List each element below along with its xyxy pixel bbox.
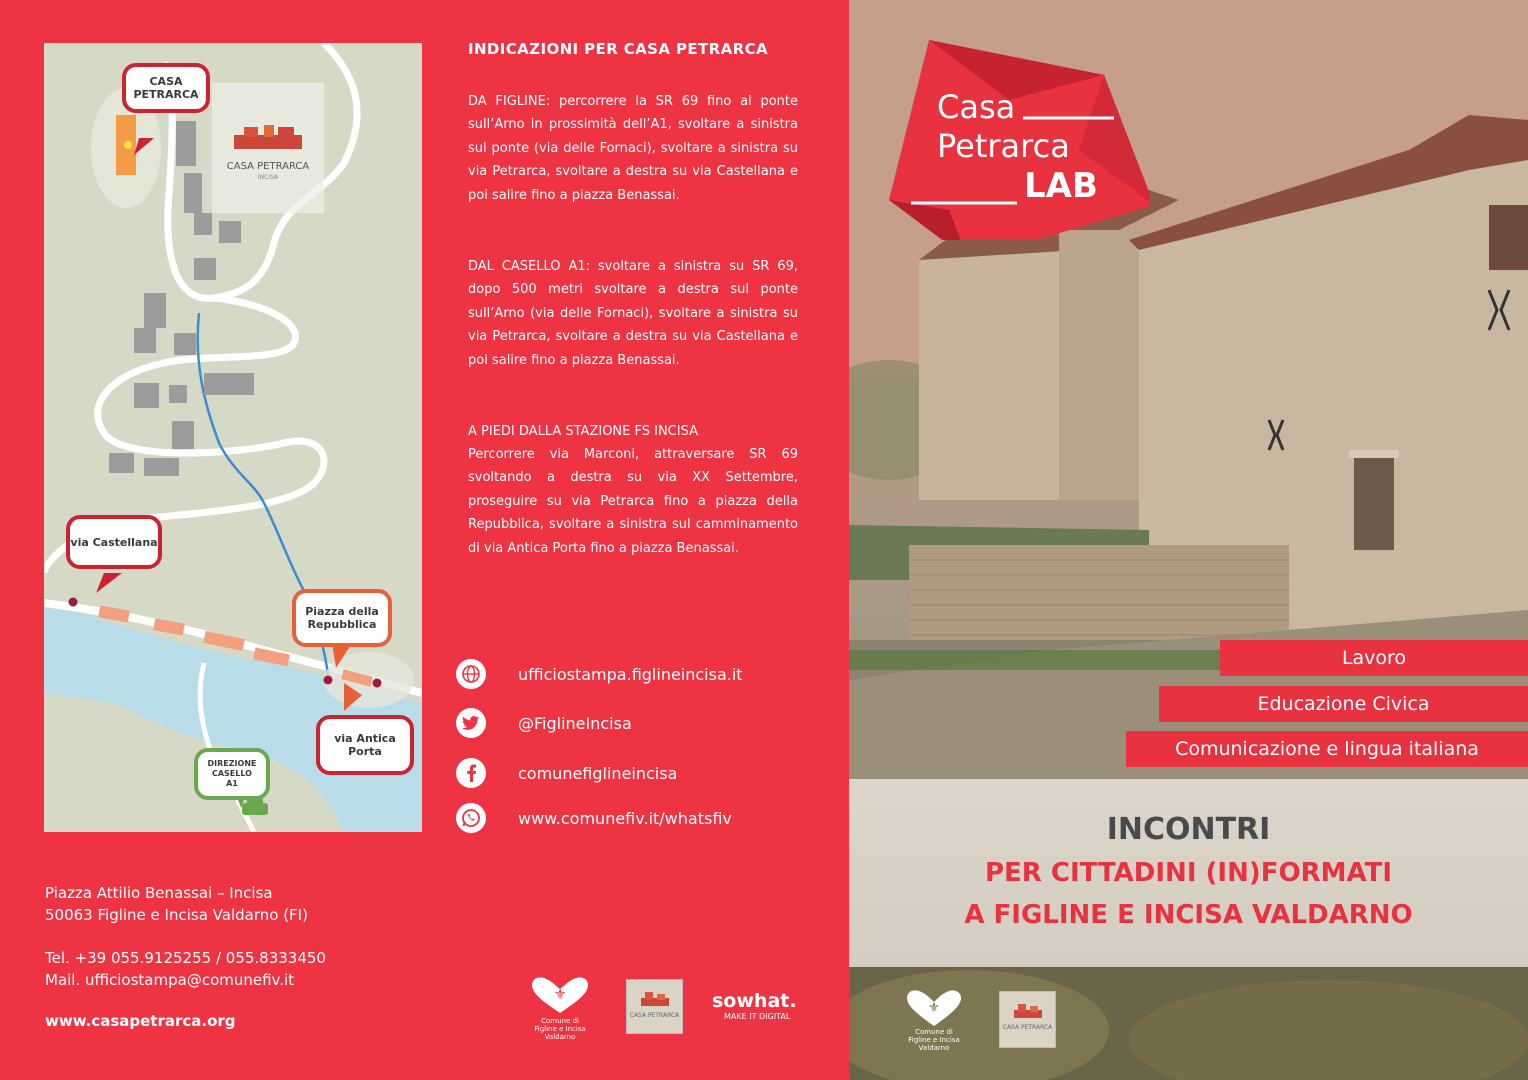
- pin-casa-petrarca: CASA PETRARCA: [122, 63, 210, 113]
- heart-crest-icon: [522, 975, 598, 1015]
- facebook-icon: [456, 758, 486, 788]
- address-line1: Piazza Attilio Benassai – Incisa: [45, 884, 273, 902]
- pin-piazza-repubblica: Piazza della Repubblica: [292, 589, 392, 647]
- sowhat-logo-sub: MAKE IT DIGITAL: [724, 1012, 791, 1021]
- contact-facebook-text[interactable]: comunefiglineincisa: [518, 763, 678, 783]
- lab-logo-petrarca: Petrarca: [937, 127, 1070, 165]
- address-mail[interactable]: Mail. ufficiostampa@comunefiv.it: [45, 971, 295, 989]
- casa-petrarca-mini-icon: [627, 980, 682, 1010]
- contact-website-text[interactable]: ufficiostampa.figlineincisa.it: [518, 664, 743, 684]
- directions-on-foot: Percorrere via Marconi, attraversare SR 69 svoltando a destra su via XX Settembre, proseguire su via Petrarca fino a piazza della Repubblica, svoltare a sinistra sul camminamento di via Antica Porta fino a piazza Benassai.: [468, 447, 798, 556]
- map-logo-text: CASA PETRARCA: [226, 161, 310, 172]
- topic-educazione-civica: Educazione Civica: [1159, 686, 1528, 722]
- event-subtitle-2: A FIGLINE E INCISA VALDARNO: [964, 900, 1413, 930]
- address-tel: Tel. +39 055.9125255 / 055.8333450: [45, 949, 326, 967]
- contact-whatsapp-text[interactable]: www.comunefiv.it/whatsfiv: [518, 808, 732, 828]
- svg-text:⚜: ⚜: [553, 987, 567, 1003]
- comune-logo-cover: [899, 988, 969, 1060]
- website-link[interactable]: www.casapetrarca.org: [45, 1012, 236, 1030]
- globe-icon: [456, 659, 486, 689]
- casa-petrarca-cover-text: CASA PETRARCA: [1002, 1024, 1053, 1031]
- twitter-icon: [456, 708, 486, 738]
- directions-from-figline: DA FIGLINE: percorrere la SR 69 fino al ponte sull’Arno in prossimità dell’A1, svoltare a sinistra sul ponte (via delle Fornaci), svoltare a sinistra su via Petrarca, svoltare a destra su via Castellana e poi salire fino a piazza Benassai.: [468, 94, 798, 203]
- comune-logo: [522, 975, 598, 1050]
- pin-via-antica-porta: via Antica Porta: [316, 715, 414, 775]
- comune-logo-text: Comune di Figline e Incisa Valdarno: [534, 1017, 586, 1041]
- pin-via-castellana: via Castellana: [66, 515, 162, 569]
- contact-twitter[interactable]: [456, 707, 632, 739]
- comune-logo-cover-text: Comune di Figline e Incisa Valdarno: [908, 1028, 960, 1052]
- event-title: INCONTRI: [1106, 812, 1271, 847]
- casa-petrarca-logo-icon: [212, 83, 324, 153]
- contact-twitter-text[interactable]: @FiglineIncisa: [518, 713, 632, 733]
- casa-petrarca-mini-text: CASA PETRARCA: [629, 1012, 680, 1019]
- whatsapp-icon: [456, 803, 486, 833]
- pin-direzione-casello: DIREZIONE CASELLO A1: [194, 748, 270, 800]
- lab-logo-lab: LAB: [1024, 166, 1098, 206]
- sowhat-logo-text: sowhat.: [712, 990, 797, 1012]
- directions-on-foot-heading: A PIEDI DALLA STAZIONE FS INCISA: [468, 424, 698, 439]
- topic-comunicazione: Comunicazione e lingua italiana: [1126, 731, 1528, 767]
- svg-text:⚜: ⚜: [928, 1001, 940, 1016]
- address-line2: 50063 Figline e Incisa Valdarno (FI): [45, 906, 308, 924]
- event-subtitle-1: PER CITTADINI (IN)FORMATI: [984, 858, 1393, 888]
- casa-petrarca-logo-box: [626, 979, 683, 1034]
- sowhat-logo: [712, 990, 807, 1021]
- map-casa-petrarca-logo: [212, 83, 324, 213]
- contact-facebook[interactable]: [456, 757, 677, 789]
- topic-lavoro: Lavoro: [1220, 640, 1528, 676]
- contact-whatsapp[interactable]: [456, 802, 732, 834]
- heart-crest-icon-cover: [899, 988, 969, 1028]
- contact-website[interactable]: [456, 658, 743, 690]
- directions-from-casello: DAL CASELLO A1: svoltare a sinistra su SR 69, dopo 500 metri svoltare a destra sul ponte sull’Arno (via delle Fornaci), svoltare a sinistra su via Petrarca, svoltare a destra su via Castellana e poi salire fino a piazza Benassai.: [468, 259, 798, 368]
- casa-petrarca-cover-icon: [1000, 992, 1055, 1022]
- casa-petrarca-logo-cover: [999, 991, 1056, 1048]
- location-map: [44, 43, 422, 832]
- map-logo-sub: INCISA: [257, 174, 279, 181]
- lab-logo-casa: Casa: [937, 88, 1016, 126]
- directions-title: INDICAZIONI PER CASA PETRARCA: [468, 40, 769, 58]
